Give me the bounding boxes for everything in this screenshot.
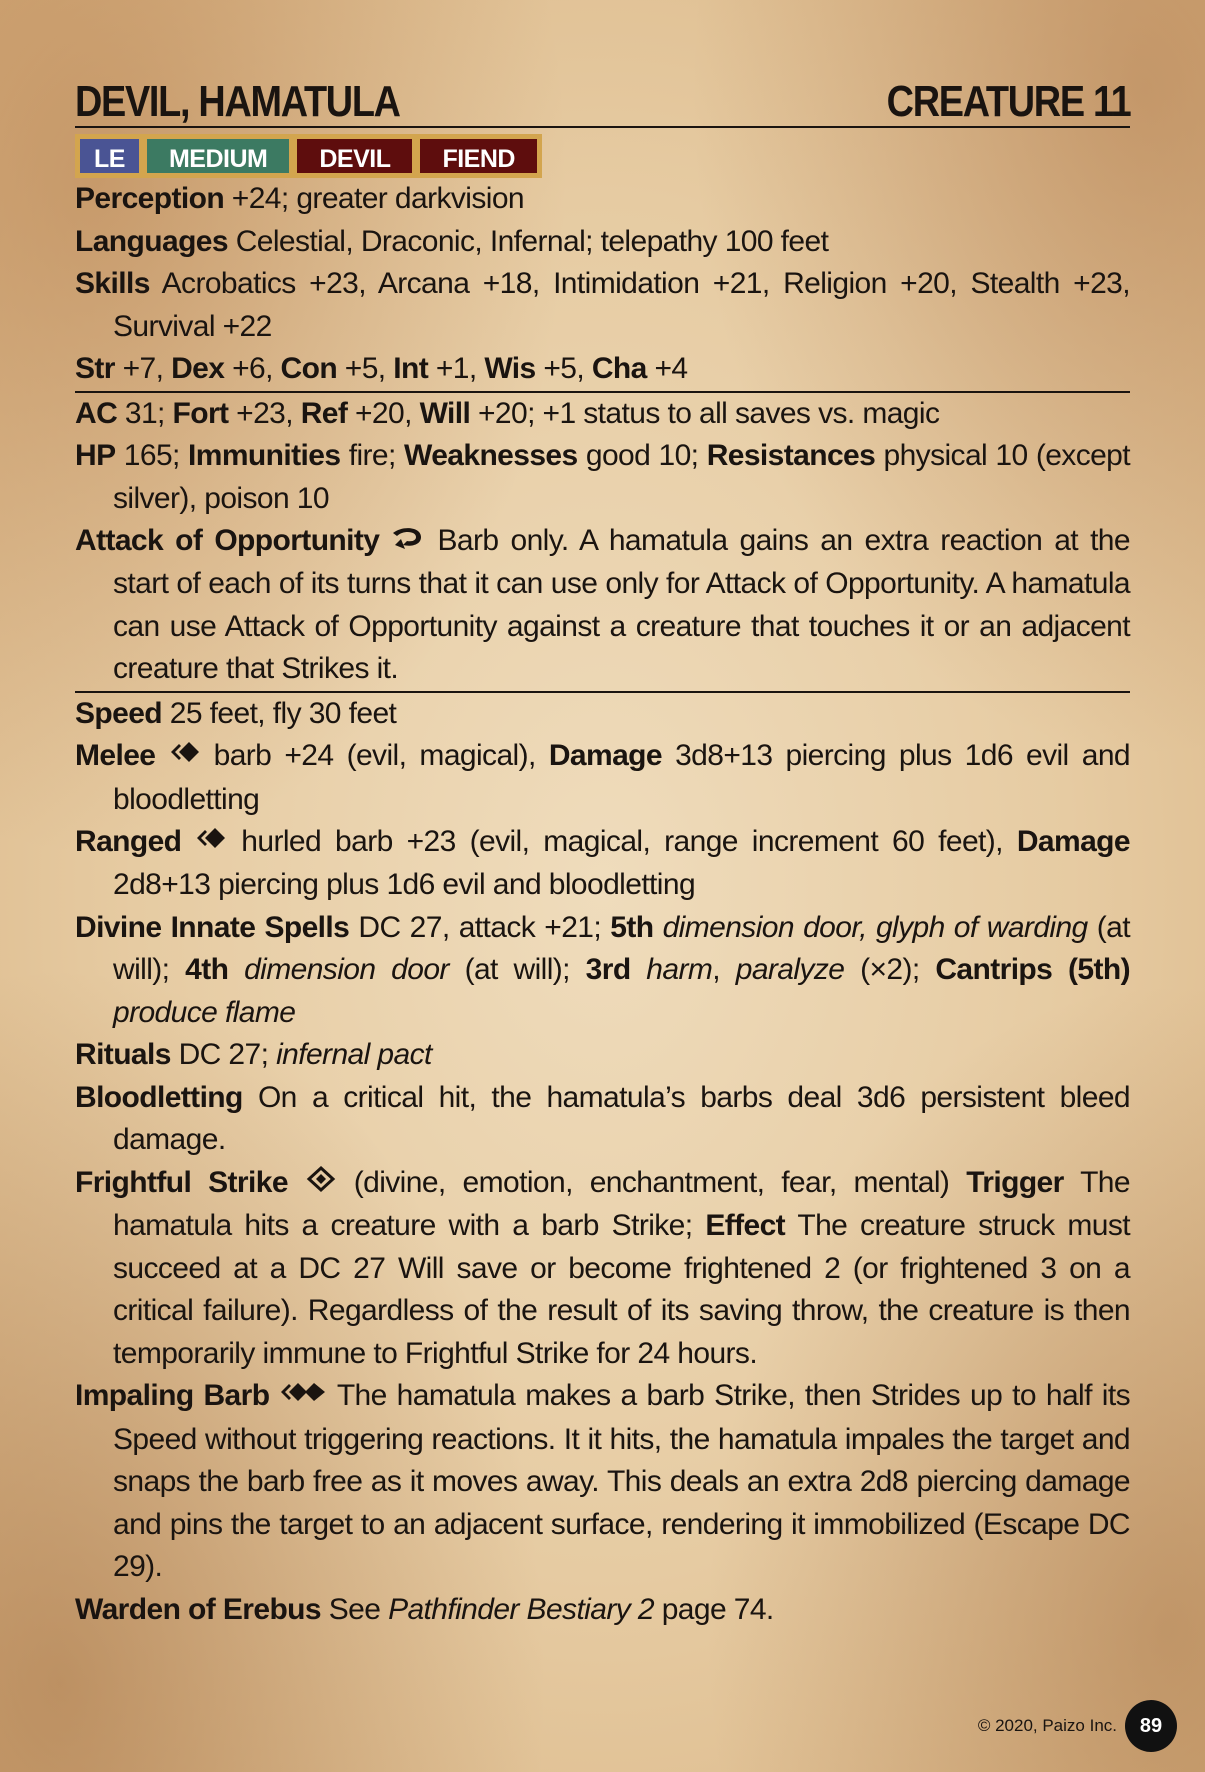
page-footer xyxy=(978,1700,1177,1752)
perception-line: Perception +24; greater darkvision xyxy=(75,182,524,215)
bloodletting-line: Bloodletting On a critical hit, the hamatula’s barbs deal 3d6 persistent bleed damage. xyxy=(75,1080,1130,1157)
attack-of-opportunity-line: Attack of Opportunity Barb only. A hamatula gains an extra reaction at the start of each of its turns that it can use only for Attack of Opportunity. A hamatula can use Attack of Opportunity against a creature that touches it or an adjacent creature that Strikes it. xyxy=(75,520,1130,691)
ac-saves-line: AC 31; Fort +23, Ref +20, Will +20; +1 status to all saves vs. magic xyxy=(75,396,940,430)
skills-line: Skills Acrobatics +23, Arcana +18, Intimidation +21, Religion +20, Stealth +23, Survival +22 xyxy=(75,267,1130,343)
melee-line: Melee barb +24 (evil, magical), Damage 3d8+13 piercing plus 1d6 evil and bloodletting xyxy=(75,735,1130,821)
innate-spells-line: Divine Innate Spells DC 27, attack +21; 5th dimension door, glyph of warding (at will); 4th dimension door (at will); 3rd harm, paralyze (×2); Cantrips (5th) produce flame xyxy=(75,910,1130,1029)
impaling-barb-line: Impaling Barb The hamatula makes a barb Strike, then Strides up to half its Speed without triggering reactions. It it hits, the hamatula impales the target and snaps the barb free as it moves away. This deals an extra 2d8 piercing damage and pins the target to an adjacent surface, rendering it immobilized (Escape DC 29). xyxy=(75,1375,1130,1588)
two-actions-icon xyxy=(279,1376,327,1419)
warden-of-erebus-line: Warden of Erebus See Pathfinder Bestiary 2 page 74. xyxy=(75,1592,774,1626)
languages-line: Languages Celestial, Draconic, Infernal; telepathy 100 feet xyxy=(75,224,829,258)
trait-fiend: FIEND xyxy=(418,137,539,175)
stat-block xyxy=(75,72,1130,1631)
copyright-notice: © 2020, Paizo Inc. xyxy=(977,1716,1117,1735)
speed-line: Speed 25 feet, fly 30 feet xyxy=(75,696,397,730)
trait-list xyxy=(75,134,542,178)
page-number: 89 xyxy=(1125,1700,1177,1752)
ability-scores-line: Str +7, Dex +6, Con +5, Int +1, Wis +5, Cha +4 xyxy=(75,352,688,385)
ranged-line: Ranged hurled barb +23 (evil, magical, range increment 60 feet), Damage 2d8+13 piercing plus 1d6 evil and bloodletting xyxy=(75,821,1130,907)
rituals-line: Rituals DC 27; infernal pact xyxy=(75,1038,432,1072)
reaction-icon xyxy=(391,521,425,564)
free-action-icon xyxy=(305,1163,337,1206)
creature-level: CREATURE 11 xyxy=(886,77,1130,126)
stat-block-header xyxy=(75,72,1130,128)
hp-line: HP 165; Immunities fire; Weaknesses good 10; Resistances physical 10 (except silver), poison 10 xyxy=(75,439,1131,515)
trait-devil: DEVIL xyxy=(295,137,414,175)
single-action-icon xyxy=(169,736,201,779)
trait-size: MEDIUM xyxy=(145,137,291,175)
trait-alignment: LE xyxy=(78,137,141,175)
creature-name: DEVIL, HAMATULA xyxy=(75,77,400,126)
single-action-icon xyxy=(195,822,227,865)
frightful-strike-line: Frightful Strike (divine, emotion, enchantment, fear, mental) Trigger The hamatula hits a creature with a barb Strike; Effect The creature struck must succeed at a DC 27 Will save or become frightened 2 (or frightened 3 on a critical failure). Regardless of the result of its saving throw, the creature is then temporarily immune to Frightful Strike for 24 hours. xyxy=(75,1162,1130,1375)
